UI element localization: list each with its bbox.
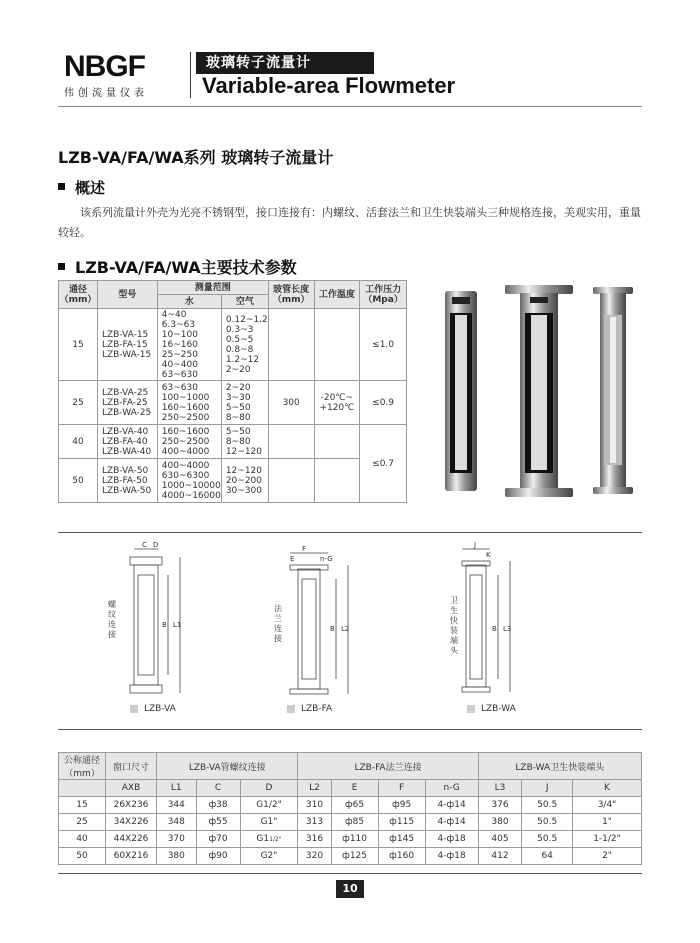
series-title: LZB-VA/FA/WA系列 玻璃转子流量计 (58, 148, 334, 167)
svg-text:n-G: n-G (320, 555, 333, 563)
caption-swatch-icon (287, 705, 295, 713)
spec-h-water: 水 (157, 295, 221, 309)
technical-drawings (58, 535, 642, 703)
svg-text:L3: L3 (503, 625, 512, 633)
caption-swatch-icon (130, 705, 138, 713)
spec-air: 0.12~1.2 0.3~3 0.5~5 0.8~8 1.2~12 2~20 (221, 309, 268, 381)
svg-text:L1: L1 (173, 621, 182, 629)
va-side-label: 螺纹连接 (108, 600, 116, 639)
table-row: 25 34X226 348 ф55 G1" 313 ф85 ф115 4-ф14 380 50.5 1" (59, 814, 642, 831)
spec-row: 50 LZB-VA-50 LZB-FA-50 LZB-WA-50 400~4000 630~6300 1000~10000 4000~16000 12~120 20~200 30~300 (59, 459, 407, 503)
spec-models: LZB-VA-15 LZB-FA-15 LZB-WA-15 (97, 309, 157, 381)
spec-h-pressure: 工作压力（Mpa） (360, 281, 407, 309)
svg-text:E: E (290, 555, 295, 563)
spec-tube-len: 300 (268, 381, 314, 425)
overview-heading: 概述 (58, 177, 105, 198)
spec-h-bore: 通径（mm） (59, 281, 98, 309)
table-row: 15 26X236 344 ф38 G1/2" 310 ф65 ф95 4-ф14 376 50.5 3/4" (59, 797, 642, 814)
spec-temp: -20℃~ +120℃ (314, 381, 360, 425)
spec-heading: LZB-VA/FA/WA主要技术参数 (58, 255, 297, 278)
caption-swatch-icon (467, 705, 475, 713)
square-bullet-icon (58, 263, 65, 270)
spec-h-temp: 工作温度 (314, 281, 360, 309)
caption-wa: LZB-WA (467, 704, 516, 714)
spec-h-air: 空气 (221, 295, 268, 309)
page-number: 10 (336, 880, 364, 898)
svg-text:F: F (302, 545, 307, 553)
brand-subtitle: 伟创流量仪表 (64, 88, 148, 99)
footer-rule (58, 873, 642, 874)
spec-table (58, 280, 407, 503)
caption-va: LZB-VA (130, 704, 176, 714)
brand-logo (64, 52, 174, 100)
spec-row: 40 LZB-VA-40 LZB-FA-40 LZB-WA-40 160~1600 250~2500 400~4000 5~50 8~80 12~120 ≤0.7 (59, 425, 407, 459)
table-row: 40 44X226 370 ф70 G11/2" 316 ф110 ф145 4-ф18 405 50.5 1-1/2" (59, 831, 642, 848)
header-cn-title: 玻璃转子流量计 (196, 52, 374, 74)
product-photo (430, 283, 642, 501)
spec-h-model: 型号 (97, 281, 157, 309)
svg-text:B: B (492, 625, 497, 633)
svg-text:K: K (486, 551, 491, 559)
meter-wa-photo (593, 287, 633, 494)
square-bullet-icon (58, 183, 65, 190)
dimension-table: 公称通径（mm） 窗口尺寸 LZB-VA管螺纹连接 LZB-FA法兰连接 LZB-WA卫生快装端头 AXB L1 C D L2 E F n-G L3 J K 15 26X236 344 ф38 G1/2" 310 ф65 ф95 4-ф14 376 50.5 3/4" 25 34X226 348 ф55 G1" 313 ф85 ф115 4-ф14 380 50.5 1" 40 44X226 370 ф70 G11/2" 316 ф110 ф145 4-ф18 405 50.5 1-1/2" 50 60X216 380 ф90 G2" 320 ф125 ф160 4-ф18 412 64 2" (58, 752, 642, 865)
svg-text:J: J (474, 541, 477, 549)
brand-mark: NBGF (64, 50, 145, 83)
svg-text:B: B (162, 621, 167, 629)
wa-side-label: 卫生快装端头 (450, 596, 458, 655)
svg-text:D: D (153, 541, 159, 549)
spec-h-tube-len: 玻管长度（mm） (268, 281, 314, 309)
table-row: 50 60X216 380 ф90 G2" 320 ф125 ф160 4-ф18 412 64 2" (59, 848, 642, 865)
header-divider (190, 52, 191, 98)
spec-pressure-merged: ≤0.7 (360, 425, 407, 503)
meter-fa-photo (505, 285, 573, 497)
overview-text: 该系列流量计外壳为光亮不锈钢型，接口连接有：内螺纹、活套法兰和卫生快装端头三种规格连接，美观实用，重量较轻。 (58, 206, 641, 239)
svg-text:B: B (330, 625, 335, 633)
fa-side-label: 法兰连接 (274, 604, 282, 643)
header-rule (58, 106, 642, 107)
spec-h-range: 测量范围 (157, 281, 268, 295)
meter-va-photo (445, 291, 477, 491)
spec-water: 4~40 6.3~63 10~100 16~160 25~250 40~400 63~630 (157, 309, 221, 381)
svg-text:C: C (142, 541, 147, 549)
spec-row: 25 LZB-VA-25 LZB-FA-25 LZB-WA-25 63~630 100~1000 160~1600 250~2500 2~20 3~30 5~50 8~80 300 -20℃~ +120℃ ≤0.9 (59, 381, 407, 425)
svg-text:L2: L2 (341, 625, 350, 633)
header-en-title: Variable-area Flowmeter (202, 73, 456, 98)
spec-row: 15 LZB-VA-15 LZB-FA-15 LZB-WA-15 4~40 6.3~63 10~100 16~160 25~250 40~400 63~630 0.12~1.2 0.3~3 0.5~5 0.8~8 1.2~12 2~20 ≤1.0 (59, 309, 407, 381)
caption-fa: LZB-FA (287, 704, 332, 714)
